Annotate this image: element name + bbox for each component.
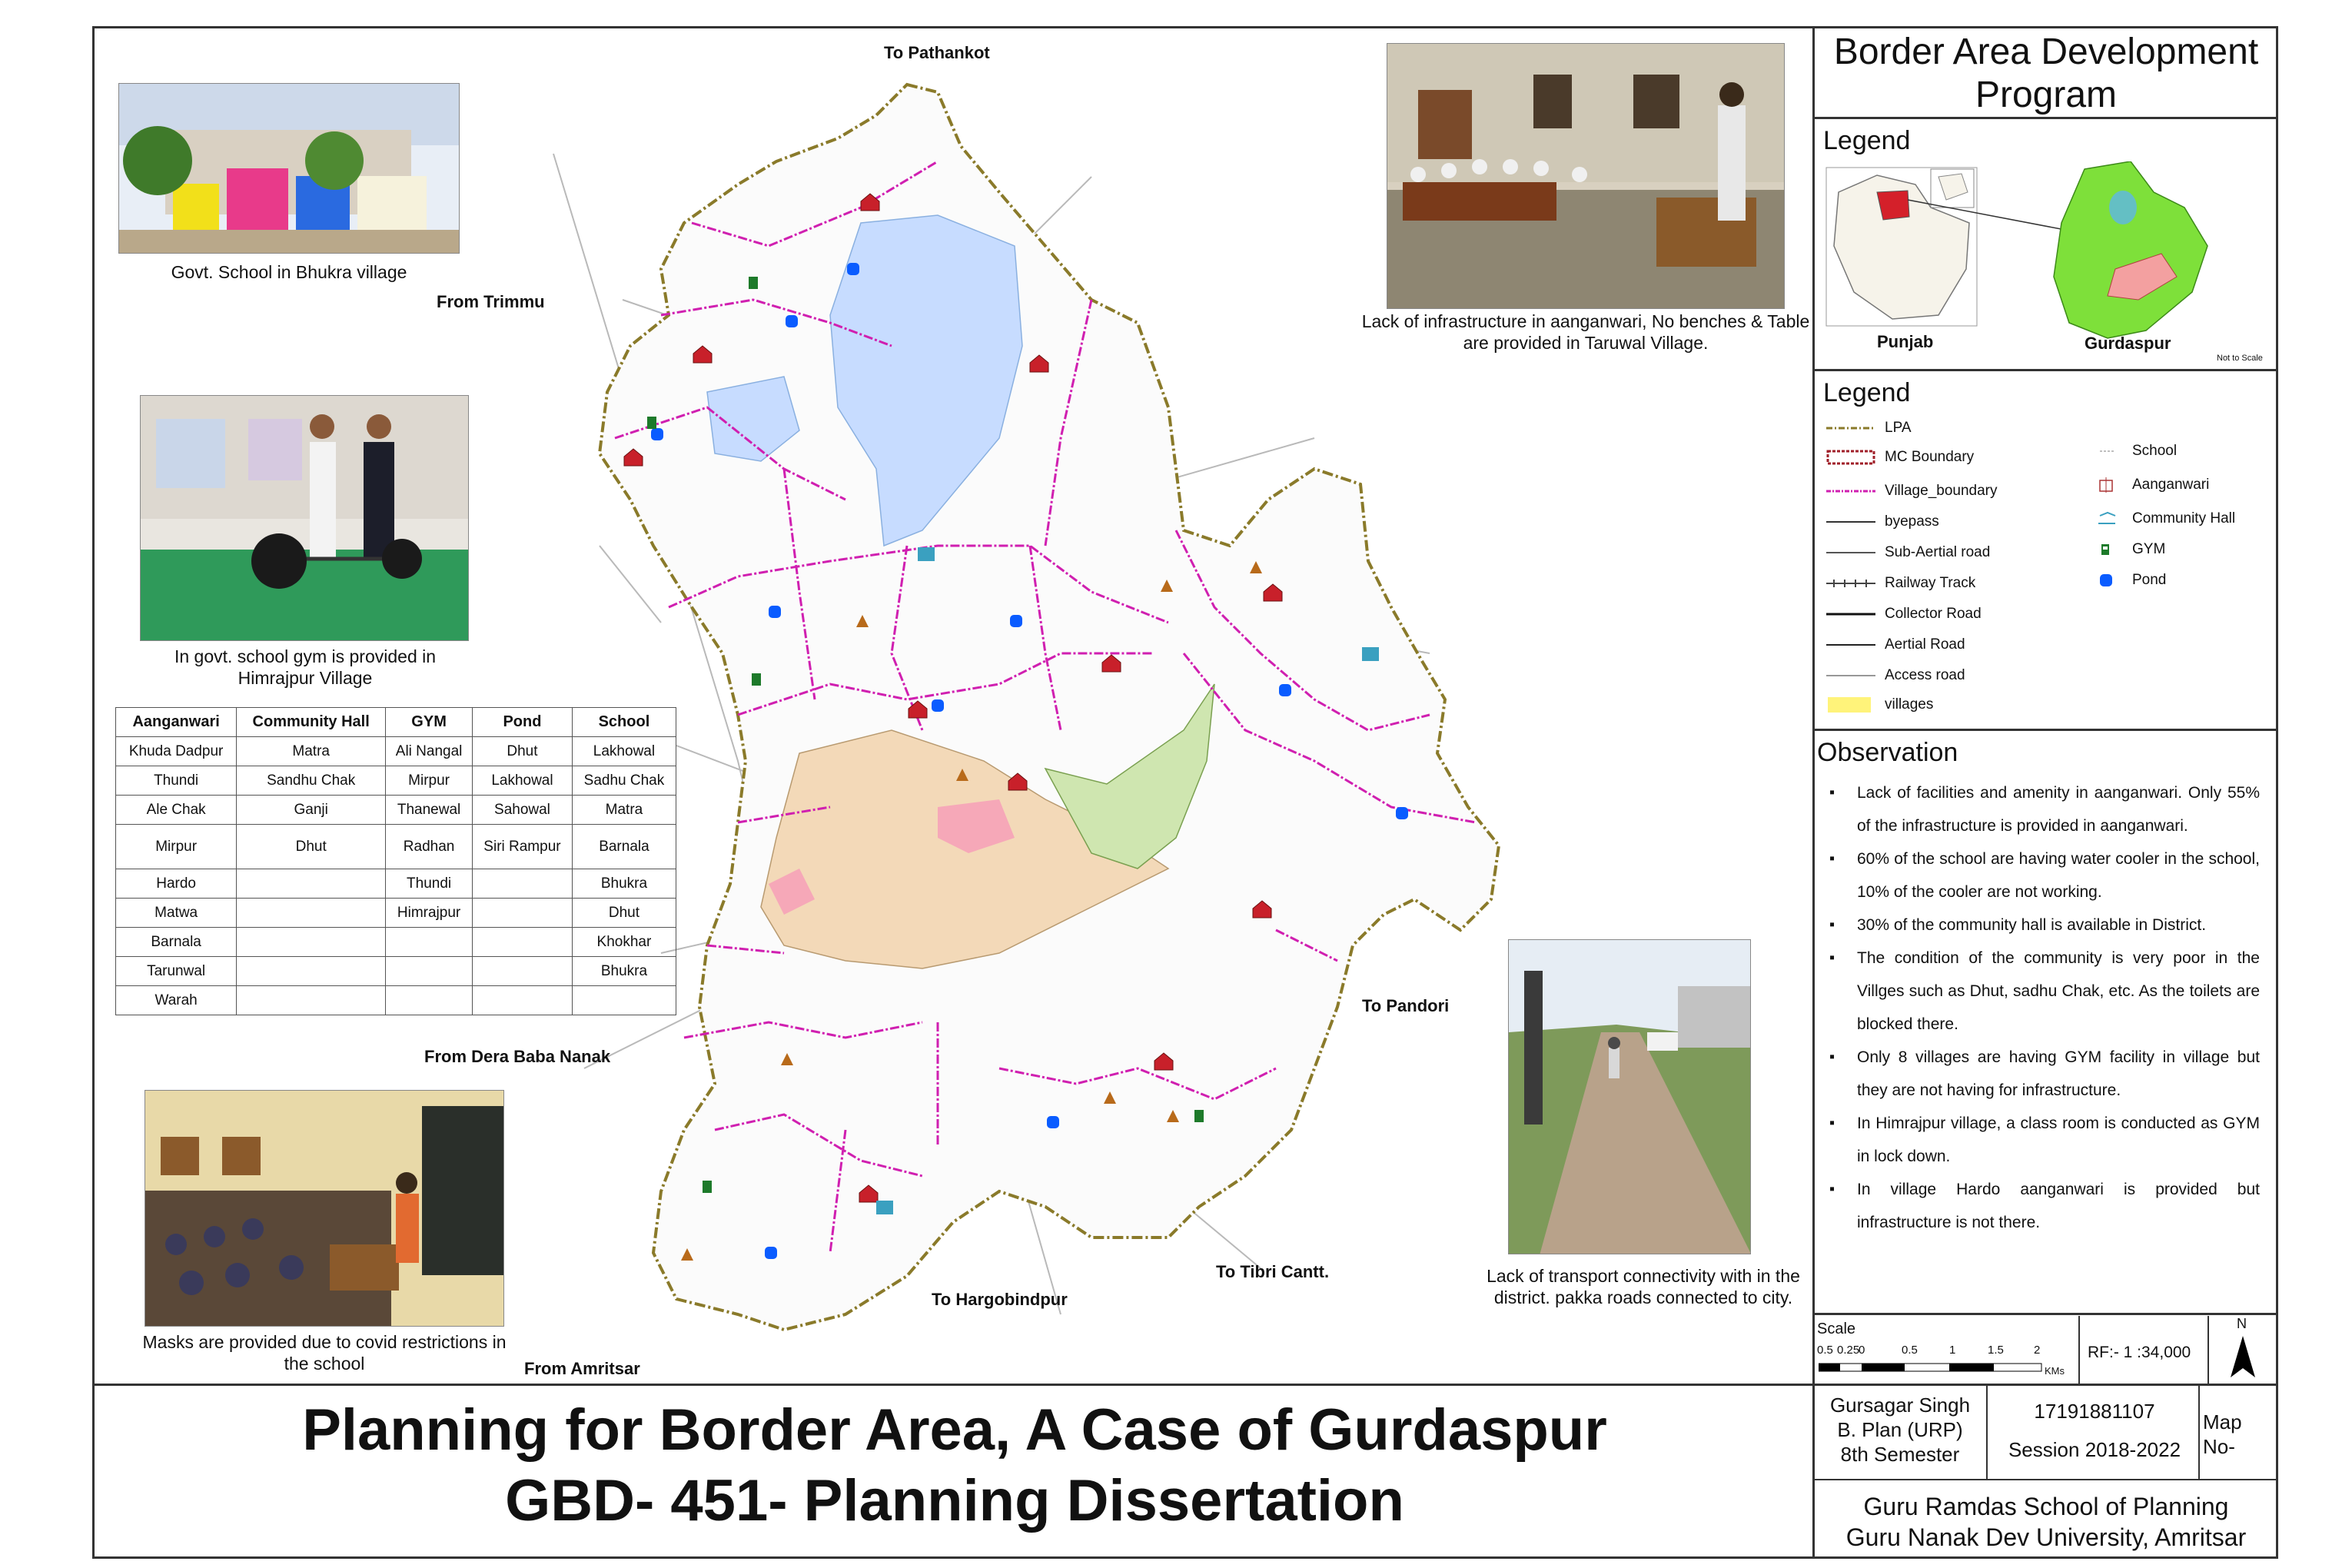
community-hall-icon xyxy=(876,1201,893,1214)
village-boundary-icon xyxy=(1826,483,1875,499)
legend-aanganwari: Aanganwari xyxy=(2092,477,2209,493)
legend-villages: villages xyxy=(1826,696,1933,713)
gym-icon xyxy=(749,277,758,289)
legend-community-hall: Community Hall xyxy=(2092,510,2235,527)
aertial-line-icon xyxy=(1826,637,1875,653)
pond-icon xyxy=(651,428,663,440)
route-label-dera-baba-nanak: From Dera Baba Nanak xyxy=(424,1047,611,1066)
table-cell xyxy=(473,869,573,899)
table-cell xyxy=(237,899,386,928)
table-cell: Matra xyxy=(237,737,386,766)
table-cell xyxy=(473,986,573,1015)
gym-icon xyxy=(647,417,656,429)
scale-rf-divider xyxy=(2078,1316,2080,1384)
table-cell: Siri Rampur xyxy=(473,825,573,869)
sub-aertial-line-icon xyxy=(1826,545,1875,560)
table-header: Pond xyxy=(473,708,573,737)
school-photo-caption: Govt. School in Bhukra village xyxy=(171,262,407,282)
legend-school: School xyxy=(2092,443,2177,460)
school-icon xyxy=(2092,443,2123,459)
observation-item: ▪ The condition of the community is very poor in the Villges such as Dhut, sadhu Chak, etc. As the toilets are blocked there. xyxy=(1822,942,2260,1041)
table-cell xyxy=(237,957,386,986)
school-photo xyxy=(118,83,460,254)
route-label-pathankot: To Pathankot xyxy=(884,43,990,62)
table-cell xyxy=(386,928,473,957)
main-title-line1: Planning for Border Area, A Case of Gurdaspur xyxy=(302,1397,1607,1463)
table-cell: Dhut xyxy=(237,825,386,869)
table-cell: Bhukra xyxy=(572,869,676,899)
legend-heading: Legend xyxy=(1823,378,1911,407)
legend-sub-aertial: Sub-Aertial road xyxy=(1826,544,1990,561)
table-cell: Barnala xyxy=(572,825,676,869)
student-course: B. Plan (URP) xyxy=(1837,1418,1963,1441)
collector-line-icon xyxy=(1826,606,1875,622)
mc-boundary-icon xyxy=(1826,450,1875,465)
gurdaspur-highlight xyxy=(1877,191,1909,220)
table-cell: Sahowal xyxy=(473,796,573,825)
table-header: Aanganwari xyxy=(116,708,237,737)
map-number-label: Map No- xyxy=(2203,1410,2242,1458)
institute-line2: Guru Nanak Dev University, Amritsar xyxy=(1845,1523,2247,1551)
legend-divider xyxy=(1812,369,2278,371)
table-row xyxy=(116,899,676,928)
table-cell: Matra xyxy=(572,796,676,825)
table-header: GYM xyxy=(386,708,473,737)
right-panel-divider xyxy=(1812,26,1815,1559)
gurdaspur-district-shape xyxy=(2054,161,2207,338)
pond-icon xyxy=(847,263,859,275)
locator-legend-heading: Legend xyxy=(1823,126,1911,155)
pond-icon xyxy=(1396,807,1408,819)
locator-punjab-label: Punjab xyxy=(1877,332,1934,351)
table-cell: Sandhu Chak xyxy=(237,766,386,796)
legend-aertial: Aertial Road xyxy=(1826,636,1965,653)
session-label: Session 2018-2022 xyxy=(2008,1438,2181,1461)
table-cell xyxy=(237,986,386,1015)
info-divider-2 xyxy=(2198,1384,2200,1479)
legend-access: Access road xyxy=(1826,667,1965,684)
legend-locator-divider xyxy=(1812,117,2278,119)
byepass-line-icon xyxy=(1826,514,1875,530)
table-cell: Matwa xyxy=(116,899,237,928)
gym-icon xyxy=(2092,542,2123,557)
table-cell: Khuda Dadpur xyxy=(116,737,237,766)
scale-bar xyxy=(1819,1362,2049,1373)
table-row xyxy=(116,766,676,796)
bottom-strip-divider xyxy=(92,1384,2278,1386)
info-divider-1 xyxy=(1986,1384,1988,1479)
legend-pond: Pond xyxy=(2092,572,2166,589)
lpa-boundary xyxy=(600,85,1499,1330)
table-cell xyxy=(473,899,573,928)
observation-item: ▪ In Himrajpur village, a class room is conducted as GYM in lock down. xyxy=(1822,1107,2260,1173)
observation-item: ▪ Only 8 villages are having GYM facility in village but they are not having for infrastructure. xyxy=(1822,1041,2260,1107)
legend-railway: Railway Track xyxy=(1826,575,1975,592)
scale-divider xyxy=(1812,1313,2278,1315)
observation-item: ▪ 60% of the school are having water cooler in the school, 10% of the cooler are not working. xyxy=(1822,842,2260,909)
table-header-row xyxy=(116,708,676,737)
road-photo-caption: Lack of transport connectivity with in the district. pakka roads connected to city. xyxy=(1487,1266,1800,1307)
table-cell: Thundi xyxy=(386,869,473,899)
classroom-photo-caption: Masks are provided due to covid restrictions in the school xyxy=(142,1332,507,1374)
gym-icon xyxy=(1194,1110,1204,1122)
aanganwari-photo-caption: Lack of infrastructure in aanganwari, No benches & Table are provided in Taruwal Village. xyxy=(1361,311,1810,353)
observation-item: ▪ Lack of facilities and amenity in aanganwari. Only 55% of the infrastructure is provided in aanganwari. xyxy=(1822,776,2260,842)
lpa-line-icon xyxy=(1826,420,1875,436)
pond-icon xyxy=(765,1247,777,1259)
table-cell xyxy=(473,928,573,957)
railway-line-icon xyxy=(1826,576,1875,591)
pond-icon xyxy=(769,606,781,618)
table-cell: Hardo xyxy=(116,869,237,899)
table-header: Community Hall xyxy=(237,708,386,737)
table-cell: Lakhowal xyxy=(572,737,676,766)
table-cell: Barnala xyxy=(116,928,237,957)
aanganwari-photo xyxy=(1387,43,1785,309)
observation-item: ▪ In village Hardo aanganwari is provided but infrastructure is not there. xyxy=(1822,1173,2260,1239)
table-cell xyxy=(237,869,386,899)
table-cell: Himrajpur xyxy=(386,899,473,928)
table-cell: Mirpur xyxy=(116,825,237,869)
table-cell: Tarunwal xyxy=(116,957,237,986)
scale-ticks: 0.5 0.25 0 0.5 1 1.5 2 xyxy=(1817,1344,2041,1357)
community-hall-icon xyxy=(918,547,935,561)
institute-line1: Guru Ramdas School of Planning xyxy=(1863,1493,2229,1520)
table-cell: Bhukra xyxy=(572,957,676,986)
classroom-photo xyxy=(145,1090,504,1327)
legend-gym: GYM xyxy=(2092,541,2165,558)
scale-unit: KMs xyxy=(2045,1365,2065,1377)
scale-label: Scale xyxy=(1817,1321,1856,1337)
gym-photo xyxy=(140,395,469,641)
student-name: Gursagar Singh xyxy=(1829,1394,1971,1417)
access-line-icon xyxy=(1826,668,1875,683)
table-row xyxy=(116,957,676,986)
pond-icon xyxy=(932,699,944,712)
table-cell: Thundi xyxy=(116,766,237,796)
legend-mc-boundary: MC Boundary xyxy=(1826,449,1974,466)
route-label-trimmu: From Trimmu xyxy=(437,292,545,311)
pond-icon xyxy=(1010,615,1022,627)
legend-lpa: LPA xyxy=(1826,420,1912,437)
table-row xyxy=(116,986,676,1015)
table-cell xyxy=(237,928,386,957)
rf-north-divider xyxy=(2207,1316,2209,1384)
legend-byepass: byepass xyxy=(1826,513,1939,530)
road-photo xyxy=(1508,939,1751,1254)
legend-village-boundary: Village_boundary xyxy=(1826,483,1998,500)
pond-icon xyxy=(2092,573,2123,588)
table-header: School xyxy=(572,708,676,737)
program-title: Border Area Development Program xyxy=(1833,32,2259,115)
rf-label: RF:- 1 :34,000 xyxy=(2088,1344,2191,1361)
table-cell: Ale Chak xyxy=(116,796,237,825)
pond-icon xyxy=(786,315,798,327)
gym-photo-caption: In govt. school gym is provided in Himrajpur Village xyxy=(174,646,437,688)
main-title-line2: GBD- 451- Planning Dissertation xyxy=(505,1468,1404,1533)
table-cell: Sadhu Chak xyxy=(572,766,676,796)
table-cell: Dhut xyxy=(572,899,676,928)
table-cell: Khokhar xyxy=(572,928,676,957)
table-row xyxy=(116,737,676,766)
route-label-hargobindpur: To Hargobindpur xyxy=(932,1290,1068,1309)
community-hall-icon xyxy=(1362,647,1379,661)
table-cell: Thanewal xyxy=(386,796,473,825)
table-cell: Ali Nangal xyxy=(386,737,473,766)
observation-item: ▪ 30% of the community hall is available in District. xyxy=(1822,909,2260,942)
aanganwari-icon xyxy=(2092,477,2123,493)
locator-map xyxy=(1823,161,2269,361)
table-cell: Mirpur xyxy=(386,766,473,796)
table-row xyxy=(116,825,676,869)
table-cell: Dhut xyxy=(473,737,573,766)
observation-divider xyxy=(1812,729,2278,731)
not-to-scale-label: Not to Scale xyxy=(2217,354,2263,363)
pond-icon xyxy=(1047,1116,1059,1128)
table-cell xyxy=(386,957,473,986)
table-cell: Radhan xyxy=(386,825,473,869)
facilities-table xyxy=(115,707,676,1015)
table-cell xyxy=(572,986,676,1015)
gym-icon xyxy=(703,1181,712,1193)
table-row xyxy=(116,928,676,957)
student-semester: 8th Semester xyxy=(1840,1443,1960,1466)
gym-icon xyxy=(752,673,761,686)
route-label-pandori: To Pandori xyxy=(1362,996,1450,1015)
observation-list xyxy=(1822,776,2260,1239)
table-row xyxy=(116,796,676,825)
villages-fill-icon xyxy=(1826,697,1875,713)
pond-icon xyxy=(1279,684,1291,696)
table-cell xyxy=(386,986,473,1015)
observation-heading: Observation xyxy=(1817,738,1958,767)
table-cell: Lakhowal xyxy=(473,766,573,796)
north-arrow-icon xyxy=(2229,1336,2257,1379)
info-divider-3 xyxy=(1812,1479,2278,1480)
table-row xyxy=(116,869,676,899)
roll-number: 17191881107 xyxy=(2034,1400,2155,1423)
community-hall-icon xyxy=(2092,511,2123,527)
legend-collector: Collector Road xyxy=(1826,606,1982,623)
table-cell: Warah xyxy=(116,986,237,1015)
route-label-amritsar: From Amritsar xyxy=(524,1359,640,1378)
table-cell: Ganji xyxy=(237,796,386,825)
table-cell xyxy=(473,957,573,986)
route-label-tibri-cantt: To Tibri Cantt. xyxy=(1216,1262,1330,1281)
locator-gurdaspur-label: Gurdaspur xyxy=(2085,334,2171,353)
north-label: N xyxy=(2237,1316,2247,1331)
